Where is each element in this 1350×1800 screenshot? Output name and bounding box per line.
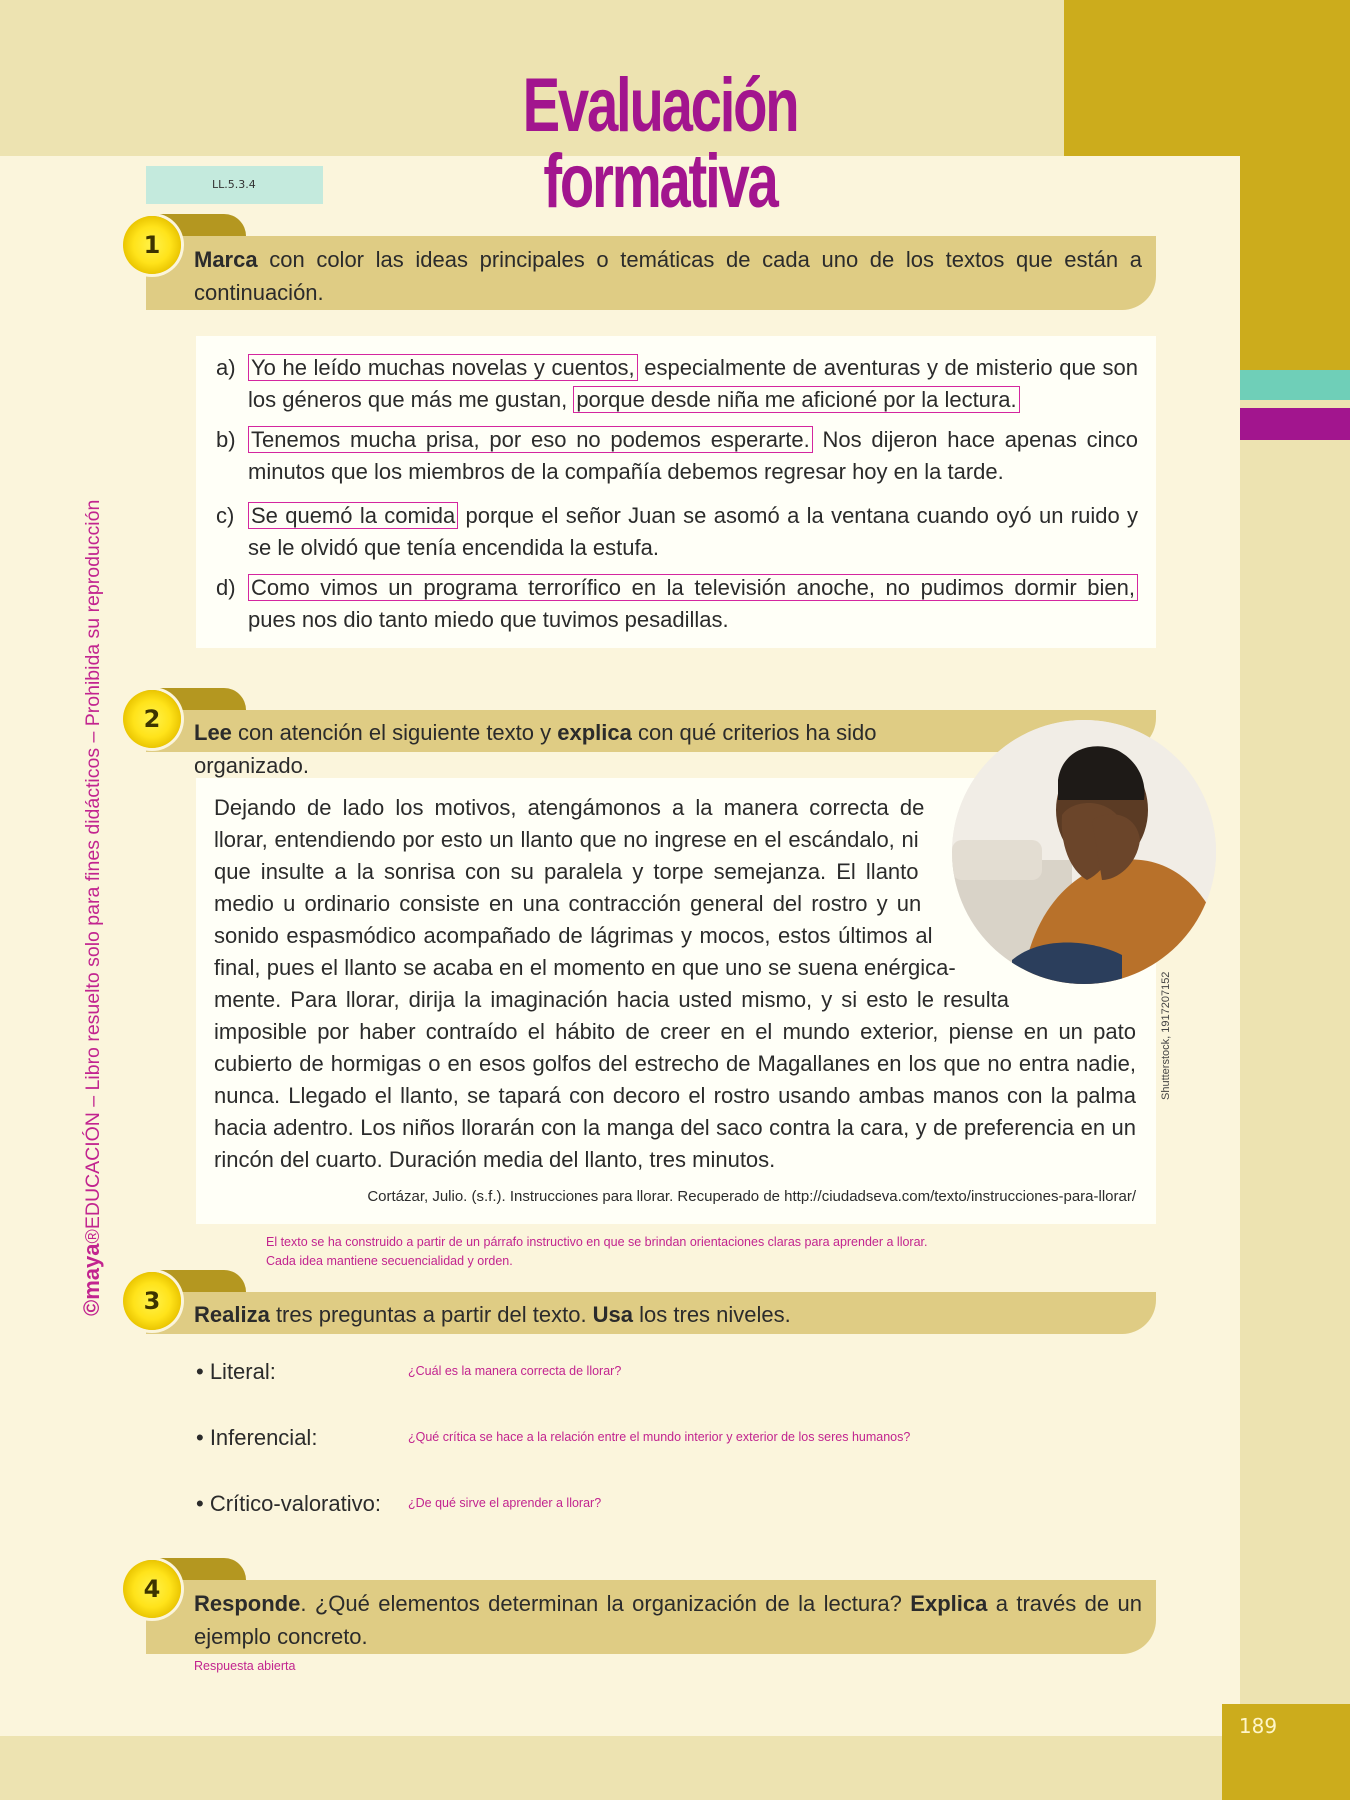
right-margin-strip — [1240, 384, 1350, 1736]
activity-3-instruction: Realiza tres preguntas a partir del texto. Usa los tres niveles. — [194, 1302, 791, 1327]
passage-citation: Cortázar, Julio. (s.f.). Instrucciones para llorar. Recuperado de http://ciudadseva.com/texto/instrucciones-para-llorar/ — [367, 1188, 1136, 1205]
activity-4-answer: Respuesta abierta — [194, 1659, 296, 1673]
activity-4-instruction: Responde. ¿Qué elementos determinan la organización de la lectura? Explica a través de un ejemplo concreto. — [194, 1591, 1142, 1649]
list-item: a) Yo he leído muchas novelas y cuentos, especialmente de aventuras y de misterio que son los géneros que más me gustan, porque desde niña me aficioné por la lectura. — [216, 355, 1138, 412]
activity-2-instruction: Lee con atención el siguiente texto y explica con qué criterios ha sido organizado. — [194, 720, 877, 778]
activity-1-instruction: Marca con color las ideas principales o temáticas de cada uno de los textos que están a continuación. — [194, 247, 1142, 305]
level-label-critico: • Crítico-valorativo: — [196, 1491, 381, 1516]
marked-idea: Yo he leído muchas novelas y cuentos, — [248, 354, 638, 381]
marked-idea: Como vimos un programa terrorífico en la televisión anoche, no pudimos dormir bien, — [248, 574, 1138, 601]
activity-4-number: 4 — [123, 1560, 181, 1618]
activity-3-number: 3 — [123, 1272, 181, 1330]
activity-1-item-list — [216, 352, 1138, 636]
brand-logo-text: ©maya — [79, 1243, 104, 1316]
activity-2-number: 2 — [123, 690, 181, 748]
level-label-inferencial: • Inferencial: — [196, 1425, 318, 1450]
activity-1-number: 1 — [123, 216, 181, 274]
level-label-literal: • Literal: — [196, 1359, 276, 1384]
marked-idea: Tenemos mucha prisa, por eso no podemos esperarte. — [248, 426, 813, 453]
reading-passage: Dejando de lado los motivos, atengámonos a la manera correcta de llorar, entendiendo por esto un llanto que no ingrese en el escándalo, ni que insulte a la sonrisa con su paralela y torpe semejanza. El llanto medio u ordinario consiste en una contracción general del rostro y un sonido espasmódico acompañado de lágrimas y mocos, estos últimos al final, pues el llanto se acaba en el momento en que uno se suena enérgica-mente. Para llorar, dirija la imaginación hacia usted mismo, y si esto le resulta imposible por haber contraído el hábito de creer en el mundo exterior, piense en un pato cubierto de hormigas o en esos golfos del estrecho de Magallanes en los que no entra nadie, nunca. Llegado el llanto, se tapará con decoro el rostro usando ambas manos con la palma hacia adentro. Los niños llorarán con la manga del saco contra la cara, y de preferencia en un rincón del cuarto. Duración media del llanto, tres minutos. — [214, 795, 1136, 1172]
magenta-section-tab — [1240, 408, 1350, 440]
list-item: d) Como vimos un programa terrorífico en la televisión anoche, no pudimos dormir bien, pues nos dio tanto miedo que tuvimos pesadillas. — [216, 572, 1138, 636]
page-number: 189 — [1238, 1714, 1278, 1738]
marked-idea: Se quemó la comida — [248, 502, 458, 529]
marked-idea: porque desde niña me aficioné por la lectura. — [573, 386, 1019, 413]
teal-section-tab — [1240, 370, 1350, 400]
level-answer-critico: ¿De qué sirve el aprender a llorar? — [408, 1496, 602, 1510]
activity-2-answer: El texto se ha construido a partir de un párrafo instructivo en que se brindan orientaciones claras para aprender a llorar. Cada idea mantiene secuencialidad y orden. — [266, 1235, 928, 1268]
photo-credit: Shutterstock, 1917207152 — [1160, 971, 1172, 1100]
level-answer-inferencial: ¿Qué crítica se hace a la relación entre el mundo interior y exterior de los seres humanos? — [408, 1430, 911, 1444]
bottom-band — [0, 1736, 1350, 1800]
copyright-margin-note — [72, 476, 112, 1316]
page-title: Evaluación formativa — [522, 63, 798, 224]
list-item: b) Tenemos mucha prisa, por eso no podemos esperarte. Nos dijeron hace apenas cinco minutos que los miembros de la compañía debemos regresar hoy en la tarde. — [216, 427, 1139, 484]
skill-code-badge: LL.5.3.4 — [146, 166, 323, 204]
list-item: c) Se quemó la comida porque el señor Juan se asomó a la ventana cuando oyó un ruido y se le olvidó que tenía encendida la estufa. — [216, 503, 1138, 560]
level-answer-literal: ¿Cuál es la manera correcta de llorar? — [408, 1364, 622, 1378]
copyright-text: ®EDUCACIÓN – Libro resuelto solo para fines didácticos – Prohibida su reproducción — [82, 499, 104, 1244]
